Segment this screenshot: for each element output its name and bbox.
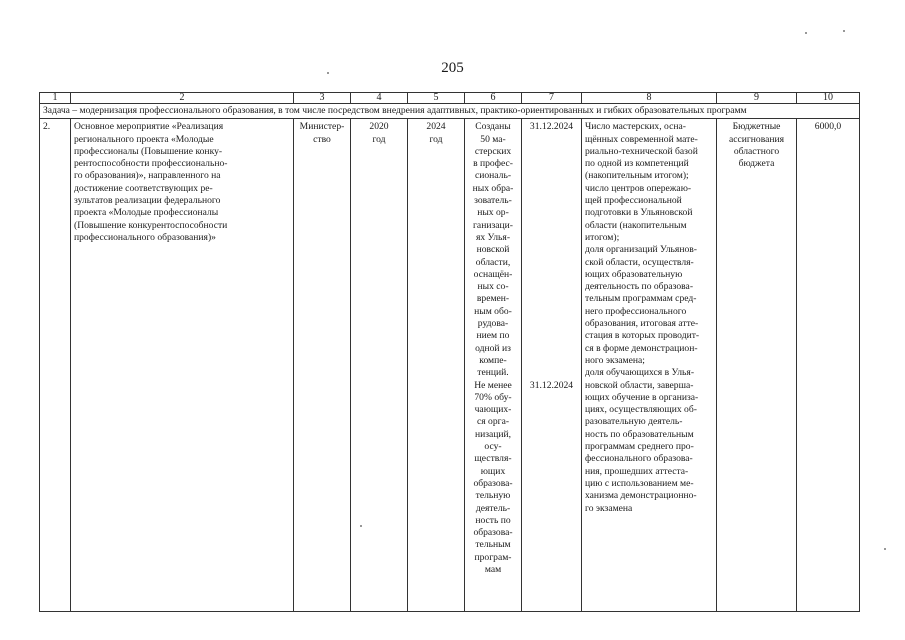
col-header-9: 9 bbox=[717, 93, 797, 104]
task-row bbox=[40, 104, 860, 119]
executor: Министер- ство bbox=[294, 119, 351, 612]
start-year: 2020 год bbox=[351, 119, 408, 612]
col-header-1: 1 bbox=[40, 93, 71, 104]
col-header-8: 8 bbox=[582, 93, 717, 104]
date-1: 31.12.2024 bbox=[529, 121, 574, 133]
col-header-10: 10 bbox=[797, 93, 860, 104]
event-name: Основное мероприятие «Реализация регионального проекта «Молодые профессионалы (Повышение конку- рентоспособности профессионально- го образования)», направленного на достижение соответствующих ре- зультатов реализации федерального проекта «Молодые профессионалы (Повышение конкурентоспособности профессионального образования)» bbox=[71, 119, 294, 612]
page-number: 205 bbox=[441, 60, 464, 76]
col-header-5: 5 bbox=[408, 93, 465, 104]
end-year: 2024 год bbox=[408, 119, 465, 612]
scan-speck bbox=[805, 32, 807, 34]
col-header-7: 7 bbox=[522, 93, 582, 104]
scan-speck bbox=[327, 72, 329, 74]
funding-source: Бюджетные ассигнования областного бюджета bbox=[717, 119, 797, 612]
table-row bbox=[40, 119, 860, 612]
target-dates bbox=[522, 119, 582, 612]
scan-speck bbox=[843, 30, 845, 32]
col-header-3: 3 bbox=[294, 93, 351, 104]
indicators: Число мастерских, осна- щённых современной мате- риально-технической базой по одной из компетенций (накопительным итогом); число центров опережаю- щей профессиональной подготовки в Ульяновской области (накопительным итогом); доля организаций Ульянов- ской области, осуществля- ющих образовательную деятельность по образова- тельным программам сред- него профессионального образования, итоговая атте- стация в которых проводит- ся в форме демонстрацион- ного экзамена; доля обучающихся в Улья- новской области, заверша- ющих обучение в организа- циях, осуществляющих об- разовательную деятель- ность по образовательным программам среднего про- фессионального образова- ния, прошедших аттеста- цию с использованием ме- ханизма демонстрационно- го экзамена bbox=[582, 119, 717, 612]
scan-speck bbox=[884, 548, 886, 550]
col-header-4: 4 bbox=[351, 93, 408, 104]
date-2: 31.12.2024 bbox=[529, 379, 574, 391]
document-table bbox=[39, 92, 860, 612]
scan-speck bbox=[360, 525, 362, 527]
expected-result: Созданы 50 ма- стерских в профес- сиональ- ных обра- зователь- ных ор- ганизаци- ях Улья- новской области, оснащён- ных со- времен- ным обо- рудова- нием по одной из компе- тенций. Не менее 70% обу- чающих- ся орга- низаций, осу- ществля- ющих образова- тельную деятель- ность по образова- тельным програм- мам bbox=[465, 119, 522, 612]
column-number-row bbox=[40, 93, 860, 104]
funding-amount: 6000,0 bbox=[797, 119, 860, 612]
col-header-6: 6 bbox=[465, 93, 522, 104]
task-text: Задача – модернизация профессионального образования, в том числе посредством внедрения адаптивных, практико-ориентированных и гибких образовательных программ bbox=[40, 104, 860, 119]
col-header-2: 2 bbox=[71, 93, 294, 104]
row-number: 2. bbox=[40, 119, 71, 612]
